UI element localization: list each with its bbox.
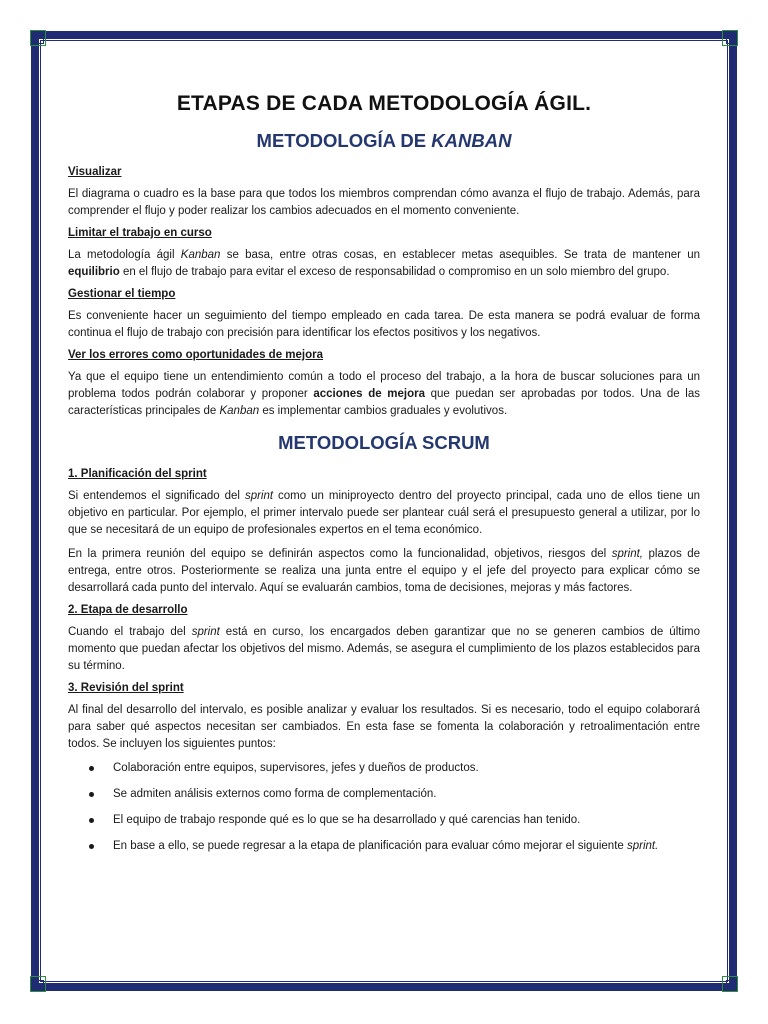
paragraph-revision: Al final del desarrollo del intervalo, es posible analizar y evaluar los resultados. Si es necesario, todo el equipo colaborará para saber qué aspectos necesitan ser cambiados. En esta fase se fomenta la colaboración y retroalimentación entre todos. Se incluyen los siguientes puntos: xyxy=(68,704,700,750)
text-run: La metodología ágil xyxy=(68,249,181,261)
text-run-italic: Kanban xyxy=(180,249,221,261)
document-body xyxy=(68,92,700,864)
list-item xyxy=(68,760,700,777)
list-item-text: Colaboración entre equipos, supervisores, jefes y dueños de productos. xyxy=(113,762,479,774)
text-run-italic: sprint xyxy=(244,490,274,502)
corner-ornament-icon xyxy=(722,976,738,992)
paragraph-limitar xyxy=(68,247,700,281)
text-run-bold: acciones de mejora xyxy=(313,388,425,400)
text-run: que puedan ser aprobadas por todos. Una de las características principales de xyxy=(68,388,701,417)
paragraph-errores xyxy=(68,369,700,420)
text-run-bold: equilibrio xyxy=(68,266,120,278)
text-run: es implementar cambios graduales y evolutivos. xyxy=(259,405,508,417)
text-run-italic: sprint xyxy=(191,626,220,638)
text-run: como un miniproyecto dentro del proyecto principal, cada uno de ellos tiene un objetivo en particular. Por ejemplo, el primer intervalo puede ser plantear cuál será el presupuesto general a utilizar, por lo que se necesitará de un equipo de profesionales expertos en el tema económico. xyxy=(68,490,700,536)
list-item xyxy=(68,812,700,829)
text-run: se basa, entre otras cosas, en establecer metas asequibles. Se trata de mantener un xyxy=(220,249,700,261)
text-run: está en curso, los encargados deben garantizar que no se generen cambios de último momento que puedan afectar los objetivos del mismo. Además, se asegura el cumplimiento de los plazos establecidos para su término. xyxy=(68,626,700,672)
bullet-icon xyxy=(89,818,94,823)
list-item xyxy=(68,838,700,855)
subtitle-planificacion: 1. Planificación del sprint xyxy=(68,468,207,480)
subtitle-gestionar: Gestionar el tiempo xyxy=(68,288,176,300)
text-run-italic: sprint. xyxy=(626,840,659,852)
document-title: ETAPAS DE CADA METODOLOGÍA ÁGIL. xyxy=(176,92,592,115)
bullet-icon xyxy=(89,844,94,849)
subtitle-errores: Ver los errores como oportunidades de mejora xyxy=(68,349,323,361)
text-run: Cuando el trabajo del xyxy=(68,626,192,638)
bullet-icon xyxy=(89,792,94,797)
revision-bullet-list xyxy=(68,760,700,855)
text-run-italic: Kanban xyxy=(219,405,260,417)
corner-ornament-icon xyxy=(30,976,46,992)
text-run: en el flujo de trabajo para evitar el exceso de responsabilidad o compromiso en un solo miembro del grupo. xyxy=(119,266,670,278)
text-run: Ya que el equipo tiene un entendimiento común a todo el proceso del trabajo, a la hora de buscar soluciones para un problema todos podrán colaborar y proponer xyxy=(68,371,700,400)
bullet-icon xyxy=(89,766,94,771)
kanban-heading-prefix: METODOLOGÍA DE xyxy=(256,130,432,151)
paragraph-planificacion-2 xyxy=(68,546,700,597)
subtitle-limitar: Limitar el trabajo en curso xyxy=(68,227,212,239)
corner-ornament-icon xyxy=(30,30,46,46)
text-run: plazos de entrega, entre otros. Posteriormente se realiza una junta entre el equipo y el jefe del proyecto para explicar cómo se desarrollará cada punto del intervalo. Aquí se evaluarán cambios, toma de decisiones, mejoras y más factores. xyxy=(68,548,700,594)
paragraph-gestionar: Es conveniente hacer un seguimiento del tiempo empleado en cada tarea. De esta manera se podrá evaluar de forma continua el flujo de trabajo con precisión para identificar los efectos positivos y los negativos. xyxy=(68,310,700,339)
list-item-text: En base a ello, se puede regresar a la etapa de planificación para evaluar cómo mejorar el siguiente xyxy=(113,840,627,852)
list-item-text: El equipo de trabajo responde qué es lo que se ha desarrollado y qué carencias han tenido. xyxy=(113,814,581,826)
kanban-heading-em: KANBAN xyxy=(431,130,512,151)
paragraph-desarrollo xyxy=(68,624,700,675)
paragraph-planificacion-1 xyxy=(68,488,700,539)
subtitle-desarrollo: 2. Etapa de desarrollo xyxy=(68,604,188,616)
text-run: Si entendemos el significado del xyxy=(68,490,245,502)
list-item-text: Se admiten análisis externos como forma de complementación. xyxy=(113,788,437,800)
subtitle-revision: 3. Revisión del sprint xyxy=(68,682,184,694)
kanban-heading xyxy=(68,130,700,152)
list-item xyxy=(68,786,700,803)
text-run-italic: sprint, xyxy=(611,548,644,560)
paragraph-visualizar: El diagrama o cuadro es la base para que todos los miembros comprendan cómo avanza el flujo de trabajo. Además, para comprender el flujo y poder realizar los cambios adecuados en el momento conveniente. xyxy=(68,188,700,217)
text-run: En la primera reunión del equipo se definirán aspectos como la funcionalidad, objetivos, riesgos del xyxy=(68,548,612,560)
scrum-heading: METODOLOGÍA SCRUM xyxy=(278,432,490,453)
corner-ornament-icon xyxy=(722,30,738,46)
subtitle-visualizar: Visualizar xyxy=(68,166,122,178)
